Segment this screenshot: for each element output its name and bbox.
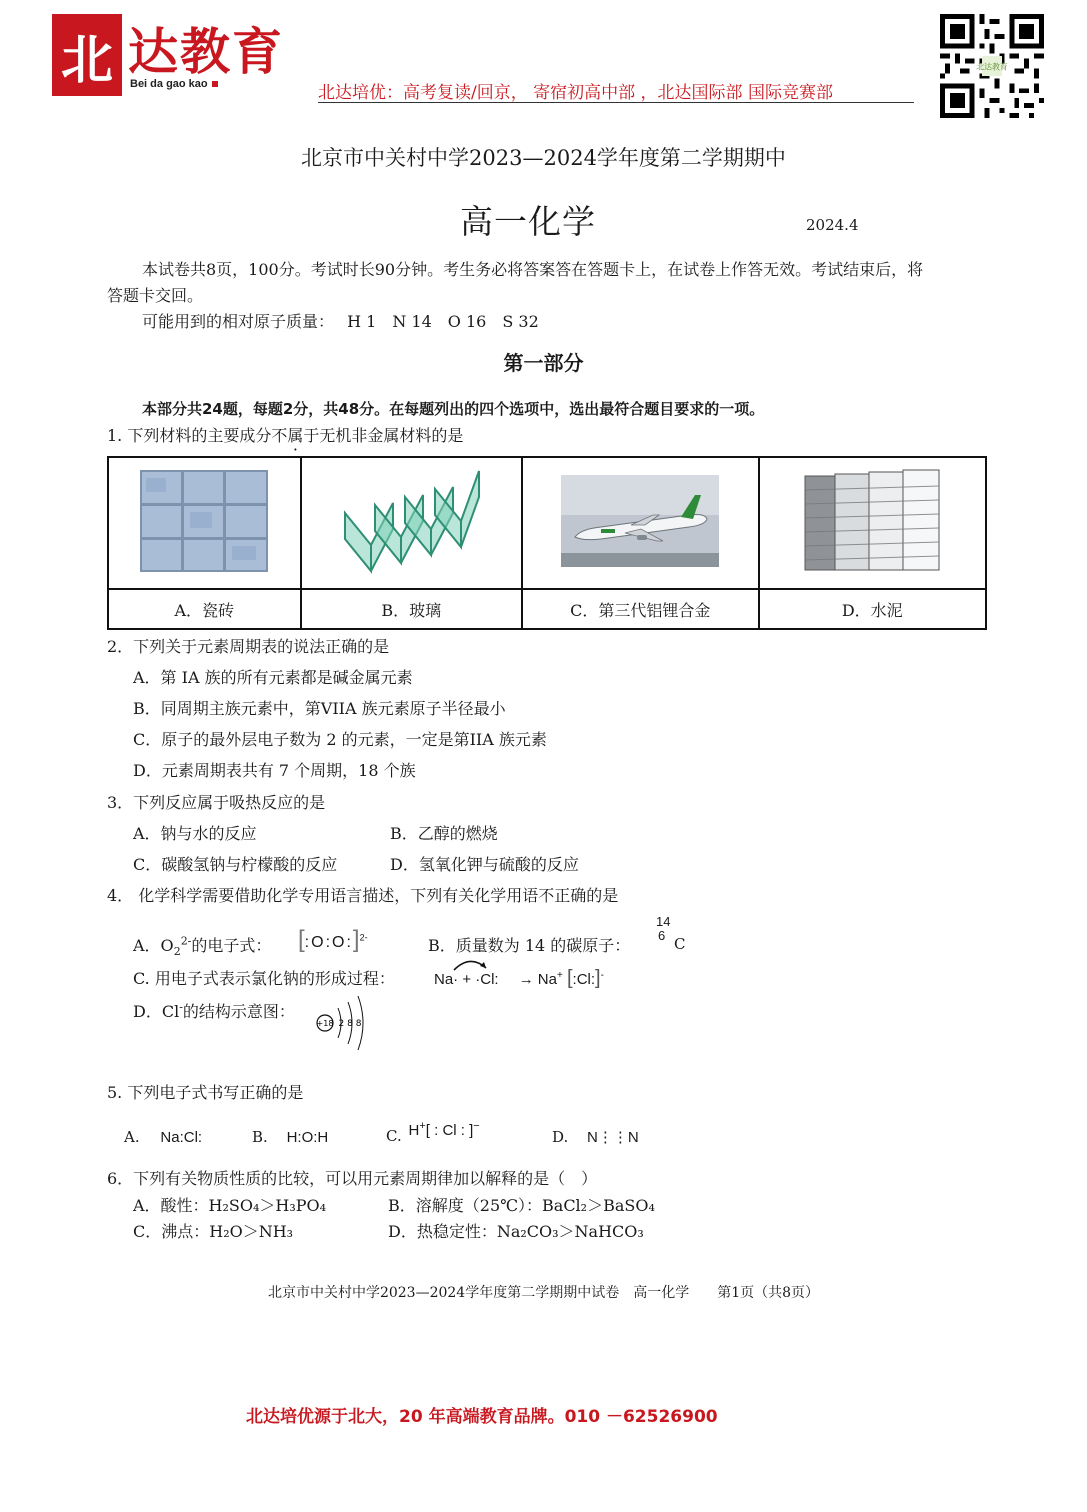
q5-option-a[interactable] <box>124 1128 202 1146</box>
q4-b-symbol: C <box>674 935 686 953</box>
q4-d-text: 的结构示意图： <box>182 1002 295 1021</box>
q5-c-formula: H <box>408 1122 420 1139</box>
q4-c-reactants: Na· + ·Cl: <box>434 971 499 988</box>
q2-option-d[interactable]: D．元素周期表共有 7 个周期，18 个族 <box>133 761 416 780</box>
q4-a-formula-charge: 2- <box>359 932 368 943</box>
logo-pinyin-text: Bei da gao kao <box>130 78 208 90</box>
q6-option-b[interactable]: B．溶解度（25℃）：BaCl₂＞BaSO₄ <box>388 1196 655 1215</box>
logo-pinyin <box>130 78 218 90</box>
q5-c-label: C. <box>386 1127 402 1145</box>
q2-option-b[interactable]: B．同周期主族元素中，第VIIA 族元素原子半径最小 <box>133 699 506 718</box>
intro-line-1: 本试卷共8页，100分。考试时长90分钟。考生务必将答案答在答题卡上，在试卷上作答无效。考试结束后，将 <box>142 260 924 279</box>
header-rule <box>318 102 914 103</box>
qr-caption: 北达教育 <box>976 62 1008 72</box>
q4-b-mass: 14 <box>656 914 671 929</box>
q4-option-c[interactable]: C. 用电子式表示氯化钠的形成过程： <box>133 969 395 988</box>
q1-option-c[interactable]: C．第三代铝锂合金 <box>522 589 758 629</box>
q4-option-b[interactable]: B．质量数为 14 的碳原子： <box>428 936 631 955</box>
q4-stem: 4． 化学科学需要借助化学专用语言描述，下列有关化学用语不正确的是 <box>107 886 619 905</box>
q5-c-formula-minus: − <box>473 1120 480 1132</box>
chloride-structure-diagram <box>312 990 376 1060</box>
q1-stem <box>107 423 463 446</box>
section-instruction: 本部分共24题，每题2分，共48分。在每题列出的四个选项中，选出最符合题目要求的一项。 <box>142 400 765 418</box>
q1-emphasis: 不属于 <box>271 426 320 445</box>
q6-option-a[interactable]: A．酸性：H₂SO₄＞H₃PO₄ <box>133 1196 327 1215</box>
q5-b-formula: H:O:H <box>286 1129 329 1146</box>
q2-option-c[interactable]: C．原子的最外层电子数为 2 的元素，一定是第IIA 族元素 <box>133 730 547 749</box>
exam-subject: 高一化学 <box>460 202 596 241</box>
cement-image-cell <box>759 457 986 589</box>
q1-option-d[interactable]: D．水泥 <box>759 589 986 629</box>
logo-char: 北 <box>60 29 113 91</box>
q5-c-formula-anion: [ : Cl : ] <box>425 1122 474 1139</box>
q4-c-product-cation: Na <box>537 971 557 988</box>
q4-a-formula: [:O:O:]$^{2-}$ <box>298 926 368 953</box>
logo-name: 达教育 <box>128 22 284 81</box>
promo-line: 北达培优源于北大，20 年高端教育品牌。010 －62526900 <box>246 1407 718 1427</box>
q3-option-d[interactable]: D．氢氧化钾与硫酸的反应 <box>390 855 579 874</box>
plane-image-cell <box>522 457 758 589</box>
q1-prefix: 1. 下列材料的主要成分 <box>107 426 272 445</box>
glass-sheets-icon <box>341 467 481 575</box>
q6-stem: 6．下列有关物质性质的比较，可以用元素周期律加以解释的是（ ） <box>107 1169 598 1188</box>
airplane-icon <box>561 475 719 567</box>
q5-option-b[interactable] <box>252 1128 328 1146</box>
q1-suffix: 无机非金属材料的是 <box>319 426 464 445</box>
q4-c-plus: + <box>556 970 563 981</box>
q1-materials-table <box>107 456 987 630</box>
q6-option-d[interactable]: D．热稳定性：Na₂CO₃＞NaHCO₃ <box>388 1222 644 1241</box>
ceramic-tile-icon <box>140 470 268 572</box>
q4-c-minus: - <box>600 970 604 981</box>
exam-heading: 北京市中关村中学2023—2024学年度第二学期期中 <box>301 146 786 170</box>
q4-c-arrow: → <box>518 971 534 988</box>
q3-stem: 3．下列反应属于吸热反应的是 <box>107 793 326 812</box>
qr-code-icon <box>940 14 1044 118</box>
q5-d-formula: N⋮⋮N <box>587 1129 639 1146</box>
q4-a-formula-text: :O:O: <box>304 934 353 951</box>
electron-shells: 2 8 8 <box>338 1019 362 1029</box>
header-tagline: 北达培优：高考复读/回京， 寄宿初高中部 ，北达国际部 国际竞赛部 <box>318 83 833 103</box>
electron-transfer-arrow-icon <box>452 958 490 972</box>
q5-b-label: B. <box>252 1128 268 1146</box>
q2-option-a[interactable]: A．第 IA 族的所有元素都是碱金属元素 <box>133 668 413 687</box>
atomic-masses-values: H 1 N 14 O 16 S 32 <box>347 312 539 331</box>
q5-d-label: D. <box>552 1128 569 1146</box>
q1-option-b[interactable]: B．玻璃 <box>301 589 522 629</box>
q3-option-c[interactable]: C．碳酸氢钠与柠檬酸的反应 <box>133 855 338 874</box>
q6-option-c[interactable]: C．沸点：H₂O＞NH₃ <box>133 1222 294 1241</box>
exam-date: 2024.4 <box>806 216 859 234</box>
logo-mark <box>52 14 122 96</box>
section-title: 第一部分 <box>503 351 584 375</box>
q4-b-number: 6 <box>658 928 666 943</box>
q2-stem: 2．下列关于元素周期表的说法正确的是 <box>107 637 390 656</box>
tile-image-cell <box>108 457 301 589</box>
q4-option-d[interactable] <box>133 999 295 1022</box>
logo-dot <box>212 81 218 87</box>
nucleus-charge: +18 <box>316 1019 334 1028</box>
glass-image-cell <box>301 457 522 589</box>
page-footer: 北京市中关村中学2023—2024学年度第二学期期中试卷 高一化学 第1页（共8页） <box>267 1285 820 1301</box>
q5-stem: 5. 下列电子式书写正确的是 <box>107 1083 304 1102</box>
q4-c-formula: Na· + ·Cl: → Na+ [:Cl:]- <box>434 967 604 989</box>
q4-b-isotope <box>656 915 670 943</box>
q4-a-text: 的电子式： <box>191 936 272 955</box>
q5-option-d[interactable] <box>552 1128 639 1146</box>
atomic-masses-label: 可能用到的相对原子质量： <box>142 312 335 331</box>
q4-c-anion: :Cl: <box>572 971 596 988</box>
q4-d-label: D．Cl <box>133 1002 180 1021</box>
q4-option-a[interactable] <box>133 933 271 958</box>
q5-c-formula-plus: + <box>419 1120 426 1132</box>
q5-a-label: A. <box>124 1128 140 1146</box>
cement-bags-icon <box>801 468 943 574</box>
q5-option-c[interactable] <box>386 1120 480 1145</box>
q3-option-b[interactable]: B．乙醇的燃烧 <box>390 824 498 843</box>
atomic-masses <box>142 309 539 335</box>
q4-a-label: A．O <box>133 936 174 955</box>
q3-option-a[interactable]: A．钠与水的反应 <box>133 824 257 843</box>
q5-a-formula: Na:Cl: <box>160 1129 203 1146</box>
q4-a-sup: 2- <box>180 934 192 948</box>
q4-d-sup: - <box>179 1000 183 1014</box>
intro-line-2: 答题卡交回。 <box>107 286 204 305</box>
q1-option-a[interactable]: A．瓷砖 <box>108 589 301 629</box>
q4-a-sub: 2 <box>173 945 181 959</box>
